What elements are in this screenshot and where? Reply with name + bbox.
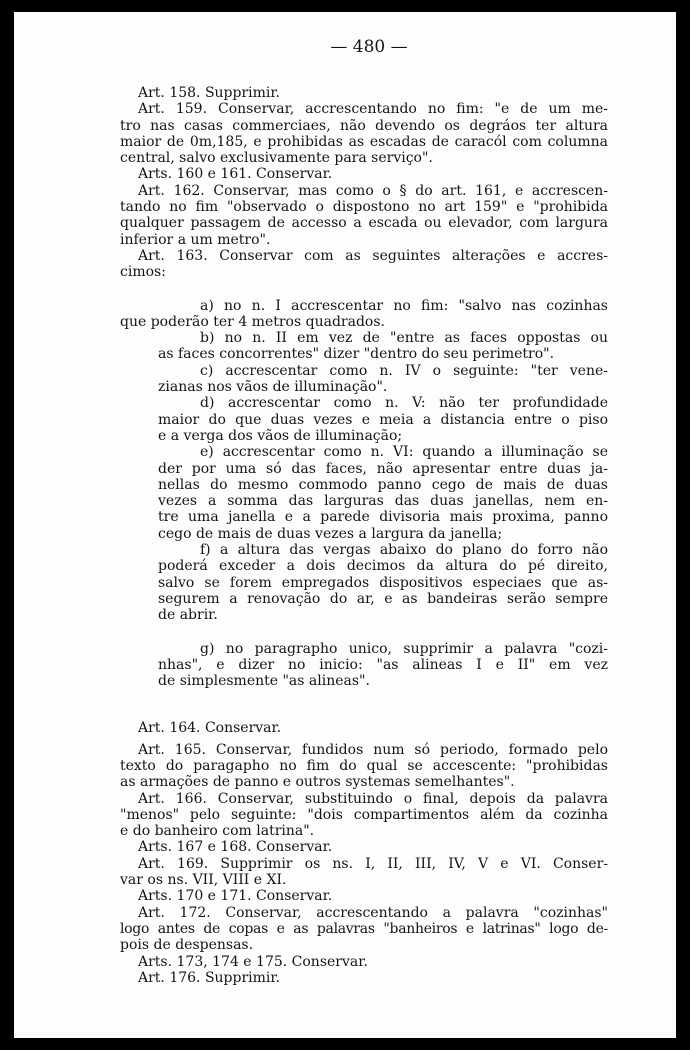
paragraph-art-176: Art. 176. Supprimir. [138,969,281,986]
subitem-a: a) no n. I accrescentar no fim: "salvo nas cozinhas que poderão ter 4 metros quadrados. [120,297,608,330]
paragraph-art-158: Art. 158. Supprimir. [138,85,281,101]
paragraph-art-163: Art. 163. Conservar com as seguintes alterações e accres- cimos: [120,247,608,281]
subitem-f: f) a altura das vergas abaixo do plano do forro não poderá exceder a dois decimos da altura do pé direito, salvo se forem empregados dispositivos especiaes que as- segurem a renovação do ar, e as bandeiras serão sempre de abrir. [158,542,608,624]
subitem-c: c) accrescentar como n. IV o seguinte: "ter vene- zianas nos vãos de illuminação". [158,362,608,396]
paragraph-art-166: Art. 166. Conservar, substituindo o final, depois da palavra "menos" pelo seguinte: "dois compartimentos além da cozinha e do banheiro com latrina". [120,790,608,840]
subitem-d: d) accrescentar como n. V: não ter profundidade maior do que duas vezes e meia a distancia entre o piso e a verga dos vãos de illuminação; [158,395,608,444]
paragraph-art-164: Art. 164. Conservar. [138,720,282,737]
paragraph-art-172: Art. 172. Conservar, accrescentando a palavra "cozinhas" logo antes de copas e as palavras "banheiros e latrinas" logo de- pois de despensas. [120,904,608,954]
paragraph-art-169: Art. 169. Supprimir os ns. I, II, III, IV, V e VI. Conser- var os ns. VII, VIII e XI. [120,855,608,889]
paragraph-arts-170-171: Arts. 170 e 171. Conservar. [138,888,333,905]
subitem-g: g) no paragrapho unico, supprimir a palavra "cozi- nhas", e dizer no inicio: "as alineas I e II" em vez de simplesmente "as alineas". [158,640,608,690]
page-number: — 480 — [330,37,408,57]
subitem-b: b) no n. II em vez de "entre as faces oppostas ou as faces concorrentes" dizer "dentro do seu perimetro". [158,330,608,363]
paragraph-art-165: Art. 165. Conservar, fundidos num só periodo, formado pelo texto do paragapho no fim do qual se accescente: "prohibidas as armações de panno e outros systemas semelhantes". [120,741,608,791]
page-content [120,36,608,986]
paragraph-arts-173-175: Arts. 173, 174 e 175. Conservar. [138,953,368,970]
paragraph-art-159: Art. 159. Conservar, accrescentando no fim: "e de um me- tro nas casas commerciaes, não devendo os degráos ter altura maior de 0m,185, e prohibidas as escadas de caracól com columna central, salvo exclusivamente para serviço". [120,101,608,167]
scanned-page [14,12,676,1038]
paragraph-art-162: Art. 162. Conservar, mas como o § do art. 161, e accrescen- tando no fim "observado o dispostono no art 159" e "prohibida qualquer passagem de accesso a escada ou elevador, com largura inferior a um metro". [120,182,608,248]
paragraph-arts-167-168: Arts. 167 e 168. Conservar. [138,839,333,856]
subitem-e: e) accrescentar como n. VI: quando a illuminação se der por uma só das faces, não apresentar entre duas ja- nellas do mesmo commodo panno cego de mais de duas vezes a somma das larguras das duas janellas, nem en- tre uma janella e a parede divisoria mais proxima, panno cego de mais de duas vezes a largura da janella; [158,444,608,542]
paragraph-arts-160-161: Arts. 160 e 161. Conservar. [138,166,333,183]
